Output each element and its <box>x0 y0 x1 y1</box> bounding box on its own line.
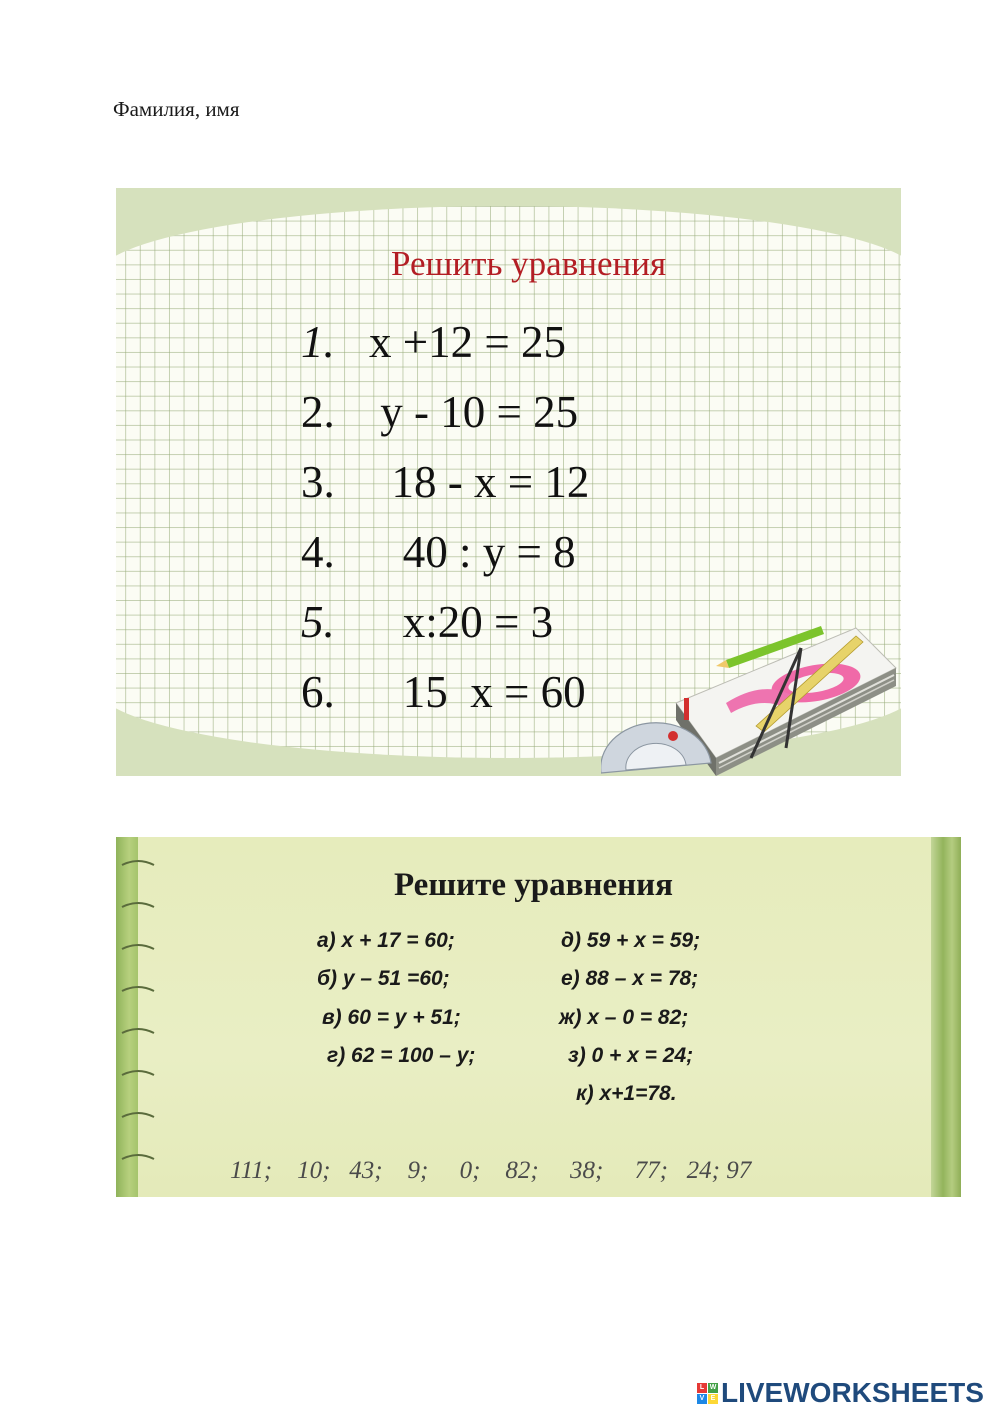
equation-item: г) 62 = 100 – y; <box>327 1044 476 1067</box>
grid-paper-card <box>116 188 901 776</box>
equation-row <box>301 386 589 456</box>
equation-number: 2. <box>301 387 335 437</box>
equation-row <box>301 526 589 596</box>
equation-item: в) 60 = y + 51; <box>322 1006 461 1029</box>
equation-number: 5. <box>301 597 335 647</box>
card2-title: Решите уравнения <box>393 867 674 903</box>
answer-options: 111; 10; 43; 9; 0; 82; 38; 77; 24; 97 <box>230 1157 752 1184</box>
equation-row <box>301 456 589 526</box>
logo-letter: E <box>708 1394 718 1404</box>
equation-item: к) x+1=78. <box>576 1082 677 1105</box>
equation-item: а) x + 17 = 60; <box>317 929 455 952</box>
equation-text: 15 x = 60 <box>369 667 586 717</box>
equation-item: ж) x – 0 = 82; <box>559 1006 689 1029</box>
name-label: Фамилия, имя <box>113 97 240 121</box>
equation-item: д) 59 + x = 59; <box>561 929 701 952</box>
equation-list <box>301 316 589 736</box>
equation-text: y - 10 = 25 <box>369 387 579 437</box>
equation-number: 3. <box>301 457 335 507</box>
equation-text: 18 - x = 12 <box>369 457 590 507</box>
equation-number: 6. <box>301 667 335 717</box>
equation-text: 40 : y = 8 <box>369 527 576 577</box>
book-supplies-illustration <box>601 608 901 776</box>
card1-title: Решить уравнения <box>390 244 667 283</box>
notebook-card <box>116 837 961 1197</box>
equation-row <box>301 596 589 666</box>
logo-letter: L <box>697 1383 707 1393</box>
equation-row <box>301 316 589 386</box>
equation-item: з) 0 + x = 24; <box>568 1044 694 1067</box>
equation-item: е) 88 – x = 78; <box>561 967 699 990</box>
logo-letter: V <box>697 1394 707 1404</box>
logo-text: LIVEWORKSHEETS <box>721 1377 984 1408</box>
equation-number: 1. <box>301 317 335 367</box>
equation-text: x +12 = 25 <box>369 317 567 367</box>
equation-number: 4. <box>301 527 335 577</box>
logo-letter: W <box>709 1383 717 1391</box>
equation-row <box>301 666 589 736</box>
equation-text: x:20 = 3 <box>369 597 554 647</box>
logo-mark-icon <box>697 1383 718 1404</box>
liveworksheets-logo <box>697 1378 984 1408</box>
equation-item: б) y – 51 =60; <box>317 967 450 990</box>
